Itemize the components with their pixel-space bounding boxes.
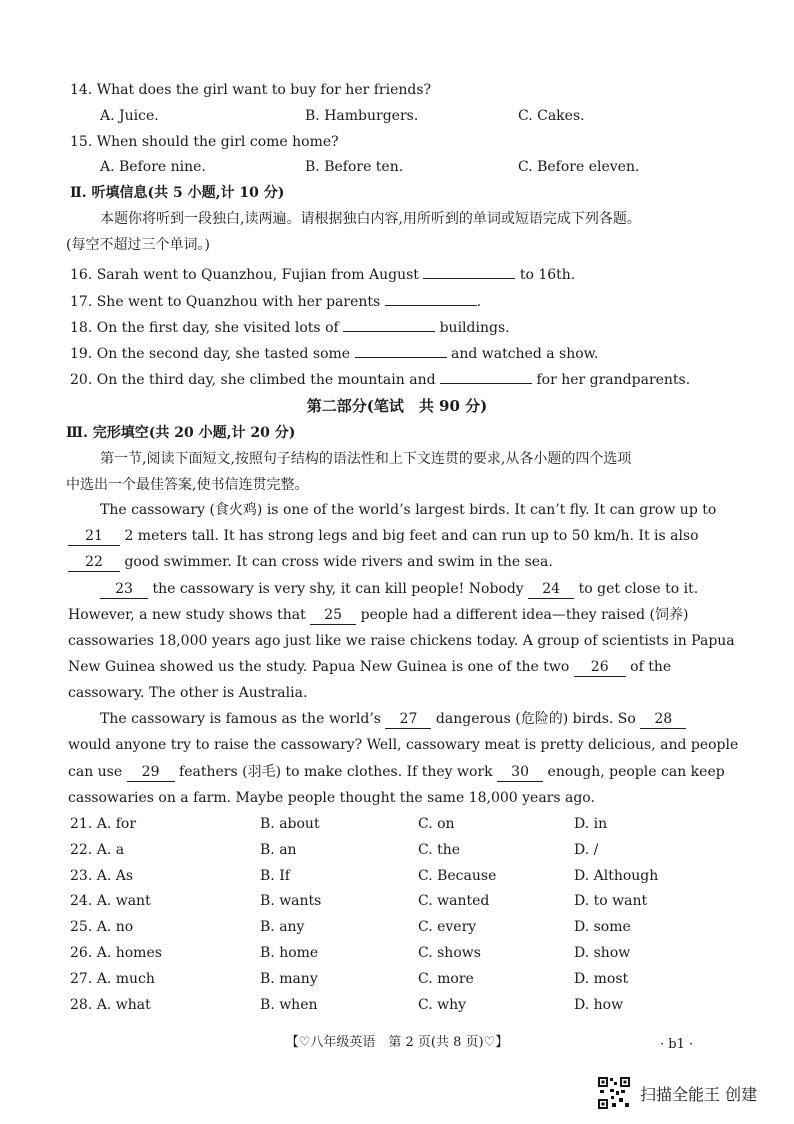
q15-option-c: C. Before eleven. — [518, 159, 640, 175]
passage-p1-line3 — [68, 552, 553, 572]
passage-p3-line3 — [68, 762, 725, 782]
blank-29[interactable]: 29 — [127, 764, 175, 782]
passage-p3-line3-text: can use — [68, 764, 123, 780]
passage-p1-line2-text: 2 meters tall. It has strong legs and big feet and can run up to 50 km/h. It is also — [124, 528, 699, 544]
q17-text: 17. She went to Quanzhou with her parents — [70, 294, 381, 310]
section3-instruction-cont: 中选出一个最佳答案,使书信连贯完整。 — [66, 477, 309, 493]
q18-text: 18. On the first day, she visited lots of — [70, 320, 339, 336]
passage-p3-line3-text-c: enough, people can keep — [547, 764, 725, 780]
section2-instruction: 本题你将听到一段独白,读两遍。请根据独白内容,用所听到的单词或短语完成下列各题。 — [100, 211, 641, 227]
q18-text-after: buildings. — [439, 320, 510, 336]
choice-22-d: D. / — [574, 842, 599, 858]
blank-26[interactable]: 26 — [574, 659, 626, 677]
passage-p3-line1-text: The cassowary is famous as the world’s — [100, 711, 381, 727]
q17-text-after: . — [476, 294, 482, 310]
choice-23-d: D. Although — [574, 868, 659, 884]
passage-p3-line3-text-b: feathers (羽毛) to make clothes. If they work — [179, 764, 493, 780]
choice-26-c: C. shows — [418, 945, 481, 961]
q14-stem: 14. What does the girl want to buy for her friends? — [70, 82, 432, 98]
passage-p3-line1-text-b: dangerous (危险的) birds. So — [435, 711, 636, 727]
choice-23-c: C. Because — [418, 868, 497, 884]
choice-23-b: B. If — [260, 868, 290, 884]
choice-28-b: B. when — [260, 997, 318, 1013]
choice-28-c: C. why — [418, 997, 467, 1013]
choice-21-a: 21. A. for — [70, 816, 137, 832]
blank-28[interactable]: 28 — [640, 711, 686, 729]
blank-25[interactable]: 25 — [310, 607, 356, 625]
q15-option-a: A. Before nine. — [100, 159, 206, 175]
blank-22[interactable]: 22 — [68, 554, 120, 572]
choice-27-a: 27. A. much — [70, 971, 155, 987]
choice-25-b: B. any — [260, 919, 305, 935]
choice-27-b: B. many — [260, 971, 318, 987]
passage-p2-line4-text-b: of the — [630, 659, 672, 675]
passage-p2-line4 — [68, 657, 671, 677]
passage-p3-line4: cassowaries on a farm. Maybe people thought the same 18,000 years ago. — [68, 790, 595, 806]
choice-22-b: B. an — [260, 842, 297, 858]
q15-stem: 15. When should the girl come home? — [70, 134, 339, 150]
choice-21-b: B. about — [260, 816, 320, 832]
choice-27-c: C. more — [418, 971, 474, 987]
choice-28-a: 28. A. what — [70, 997, 151, 1013]
choice-24-c: C. wanted — [418, 893, 490, 909]
passage-p2-line1-text: the cassowary is very shy, it can kill people! Nobody — [152, 581, 524, 597]
passage-p2-line2-text-b: people had a different idea—they raised (饲养) — [360, 607, 689, 623]
q19-text-after: and watched a show. — [450, 346, 599, 362]
choice-24-b: B. wants — [260, 893, 322, 909]
choice-27-d: D. most — [574, 971, 629, 987]
passage-p1-line2 — [68, 526, 699, 546]
passage-p2-line1 — [100, 579, 698, 599]
q19-text: 19. On the second day, she tasted some — [70, 346, 351, 362]
qr-code-icon — [597, 1076, 631, 1110]
section2-instruction-note: (每空不超过三个单词。) — [66, 237, 210, 253]
passage-p3-line1 — [100, 709, 686, 729]
passage-p1-line3-text: good swimmer. It can cross wide rivers and swim in the sea. — [124, 554, 553, 570]
choice-26-b: B. home — [260, 945, 319, 961]
page-code: · b1 · — [660, 1037, 694, 1052]
choice-22-c: C. the — [418, 842, 461, 858]
passage-p2-line4-text: New Guinea showed us the study. Papua New Guinea is one of the two — [68, 659, 570, 675]
blank-23[interactable]: 23 — [100, 581, 148, 599]
page-footer: 【♡八年级英语 第 2 页(共 8 页)♡】 — [285, 1035, 509, 1050]
section2-heading: Ⅱ. 听填信息(共 5 小题,计 10 分) — [70, 185, 285, 201]
q16 — [70, 261, 575, 285]
scanner-watermark: 扫描全能王 创建 — [640, 1085, 758, 1104]
q14-option-a: A. Juice. — [100, 108, 159, 124]
q16-blank[interactable] — [423, 261, 515, 279]
q20-blank[interactable] — [440, 366, 532, 384]
q20-text-after: for her grandparents. — [536, 372, 691, 388]
choice-23-a: 23. A. As — [70, 868, 134, 884]
section3-heading: Ⅲ. 完形填空(共 20 小题,计 20 分) — [66, 425, 296, 441]
choice-24-a: 24. A. want — [70, 893, 151, 909]
q20 — [70, 366, 690, 390]
blank-21[interactable]: 21 — [68, 528, 120, 546]
passage-p1-line1: The cassowary (食火鸡) is one of the world’s largest birds. It can’t fly. It can grow up to — [100, 502, 717, 518]
blank-30[interactable]: 30 — [497, 764, 543, 782]
choice-21-c: C. on — [418, 816, 455, 832]
q14-option-c: C. Cakes. — [518, 108, 585, 124]
q16-text: 16. Sarah went to Quanzhou, Fujian from August — [70, 267, 419, 283]
q18-blank[interactable] — [343, 314, 435, 332]
q19 — [70, 340, 598, 364]
choice-21-d: D. in — [574, 816, 608, 832]
blank-24[interactable]: 24 — [528, 581, 574, 599]
choice-22-a: 22. A. a — [70, 842, 125, 858]
q18 — [70, 314, 510, 338]
passage-p2-line3: cassowaries 18,000 years ago just like we raise chickens today. A group of scientists in Papua — [68, 633, 735, 649]
passage-p2-line1-text-b: to get close to it. — [578, 581, 699, 597]
passage-p2-line2 — [68, 605, 688, 625]
part2-title: 第二部分(笔试 共 90 分) — [306, 397, 488, 415]
choice-24-d: D. to want — [574, 893, 648, 909]
choice-25-c: C. every — [418, 919, 477, 935]
section3-instruction: 第一节,阅读下面短文,按照句子结构的语法性和上下文连贯的要求,从各小题的四个选项 — [100, 451, 632, 467]
q15-option-b: B. Before ten. — [305, 159, 404, 175]
passage-p3-line2: would anyone try to raise the cassowary? Well, cassowary meat is pretty delicious, and people — [68, 737, 739, 753]
choice-25-d: D. some — [574, 919, 631, 935]
q17-blank[interactable] — [385, 288, 477, 306]
choice-26-a: 26. A. homes — [70, 945, 162, 961]
q16-text-after: to 16th. — [519, 267, 576, 283]
q14-option-b: B. Hamburgers. — [305, 108, 419, 124]
passage-p2-line2-text: However, a new study shows that — [68, 607, 306, 623]
choice-26-d: D. show — [574, 945, 631, 961]
blank-27[interactable]: 27 — [385, 711, 431, 729]
q20-text: 20. On the third day, she climbed the mountain and — [70, 372, 436, 388]
choice-28-d: D. how — [574, 997, 624, 1013]
choice-25-a: 25. A. no — [70, 919, 134, 935]
q19-blank[interactable] — [355, 340, 447, 358]
passage-p2-line5: cassowary. The other is Australia. — [68, 685, 308, 701]
q17 — [70, 288, 481, 312]
